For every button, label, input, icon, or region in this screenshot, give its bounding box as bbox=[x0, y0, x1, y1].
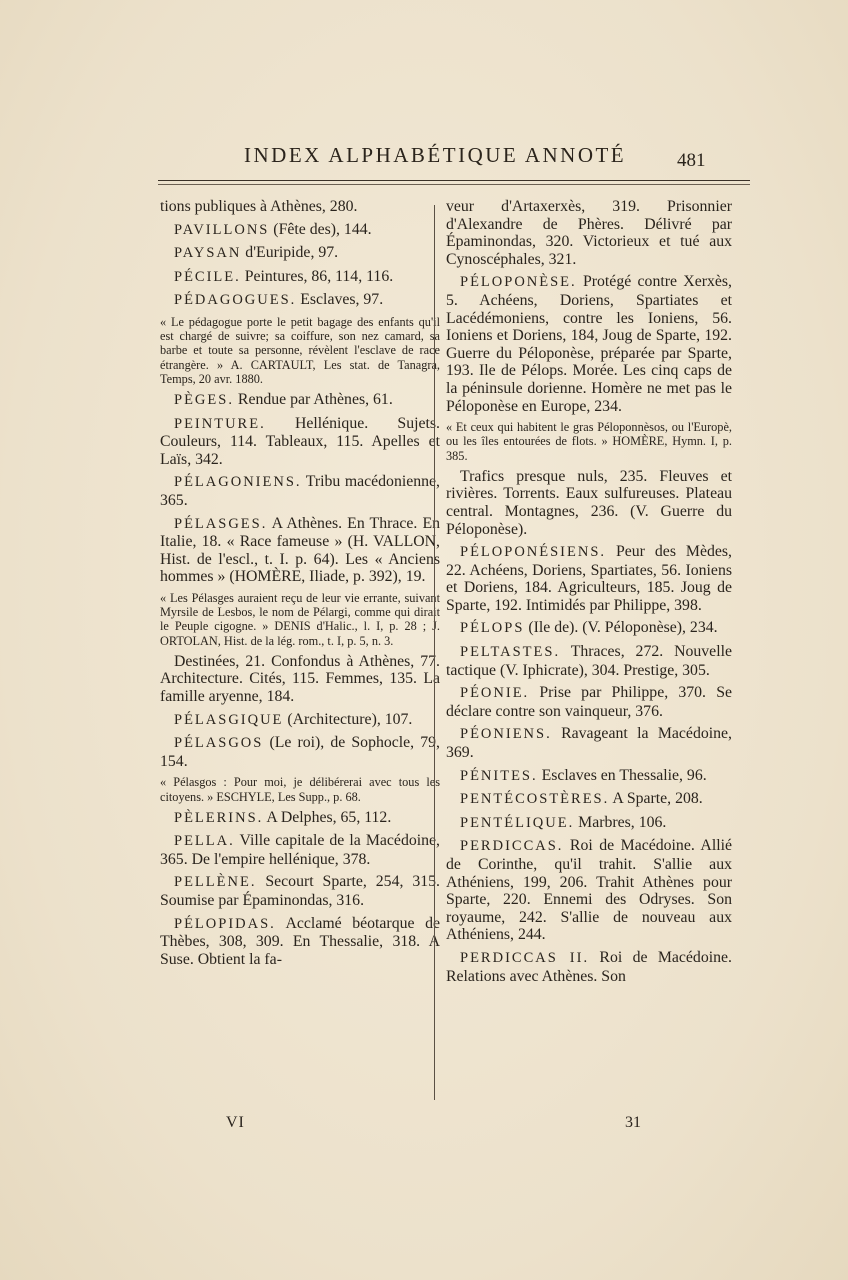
index-quotation bbox=[446, 420, 732, 463]
entry-headword: PÉLAGONIENS. bbox=[174, 474, 302, 491]
entry-headword: PELTASTES. bbox=[460, 644, 561, 661]
right-column bbox=[446, 198, 732, 990]
entry-text: Peintures, 86, 114, 116. bbox=[240, 267, 394, 285]
entry-text: Ravageant la Macédoine, 369. bbox=[446, 725, 732, 762]
page-number: 481 bbox=[677, 150, 706, 171]
index-entry bbox=[446, 790, 732, 809]
index-entry bbox=[160, 291, 440, 310]
entry-headword: PÉONIENS. bbox=[460, 726, 552, 743]
entry-text: Esclaves en Thessalie, 96. bbox=[537, 766, 707, 784]
left-column bbox=[160, 198, 440, 973]
entry-headword: PÉCILE. bbox=[174, 268, 241, 285]
index-entry bbox=[446, 273, 732, 415]
entry-text: Peur des Mèdes, 22. Achéens, Doriens, Spartiates, 56. Ioniens et Doriens, 184. Agriculteurs, 185. Joug de Sparte, 192. Intimidés par Philippe, 398. bbox=[446, 543, 732, 614]
entry-text: Hellénique. Sujets. Couleurs, 114. Tableaux, 115. Apelles et Laïs, 342. bbox=[160, 414, 440, 468]
entry-text: Acclamé béotarque de Thèbes, 308, 309. En Thessalie, 318. A Suse. Obtient la fa- bbox=[160, 914, 440, 968]
entry-headword: PELLA. bbox=[174, 833, 235, 850]
entry-text: A Delphes, 65, 112. bbox=[263, 808, 392, 826]
index-entry-continuation bbox=[160, 198, 440, 216]
entry-headword: PAVILLONS bbox=[174, 221, 270, 238]
header-rule bbox=[158, 180, 750, 181]
index-entry bbox=[160, 832, 440, 868]
quotation-text: « Les Pélasges auraient reçu de leur vie errante, suivant Myrsile de Lesbos, le nom de Pélargi, comme qui dirait le Peuple cigogne. » DENIS d'Halic., l. I, p. 28 ; J. ORTOLAN, Hist. de la lég. rom., t. I, p. 5, n. 3. bbox=[160, 590, 440, 648]
index-entry bbox=[446, 725, 732, 761]
entry-text: Esclaves, 97. bbox=[296, 291, 384, 309]
entry-headword: PÉLOPIDAS. bbox=[174, 915, 276, 932]
index-entry-continuation bbox=[446, 468, 732, 538]
entry-text: Roi de Macédoine. Relations avec Athènes. Son bbox=[446, 948, 732, 985]
entry-headword: PÉLOPONÈSE. bbox=[460, 274, 577, 291]
index-entry bbox=[446, 543, 732, 614]
entry-text: (Architecture), 107. bbox=[283, 710, 413, 728]
quotation-text: « Pélasgos : Pour moi, je délibérerai avec tous les citoyens. » ESCHYLE, Les Supp., p. 68. bbox=[160, 775, 440, 804]
entry-headword: PAYSAN bbox=[174, 245, 242, 262]
entry-text: Prise par Philippe, 370. Se déclare contre son vainqueur, 376. bbox=[446, 684, 732, 720]
entry-text: veur d'Artaxerxès, 319. Prisonnier d'Alexandre de Phères. Délivré par Épaminondas, 320. Victorieux et tué aux Cynoscéphales, 321. bbox=[446, 198, 732, 268]
entry-text: Roi de Macédoine. Allié de Corinthe, qu'il trahit. S'allie aux Athéniens, 199, 206. Trahit Athènes pour Sparte, 220. Ennemi des Odryses. Son royaume, 242. S'allie de nouveau aux Athéniens, 244. bbox=[446, 837, 732, 944]
index-entry bbox=[160, 244, 440, 263]
entry-text: (Ile de). (V. Péloponèse), 234. bbox=[524, 619, 718, 637]
entry-headword: PENTÉLIQUE. bbox=[460, 814, 575, 831]
index-entry bbox=[446, 643, 732, 679]
entry-headword: PÉLOPONÉSIENS. bbox=[460, 544, 607, 561]
index-entry bbox=[160, 915, 440, 969]
entry-text: Ville capitale de la Macédoine, 365. De l'empire hellénique, 378. bbox=[160, 832, 440, 868]
index-quotation bbox=[160, 775, 440, 803]
index-entry bbox=[160, 734, 440, 770]
index-quotation bbox=[160, 591, 440, 648]
entry-headword: PÉDAGOGUES. bbox=[174, 292, 297, 309]
index-entry bbox=[160, 415, 440, 469]
index-entry bbox=[160, 221, 440, 240]
entry-headword: PÈGES. bbox=[174, 391, 234, 408]
entry-headword: PENTÉCOSTÈRES. bbox=[460, 791, 610, 808]
entry-text: Marbres, 106. bbox=[574, 813, 667, 831]
index-entry-continuation bbox=[446, 198, 732, 268]
entry-text: Tribu macédonienne, 365. bbox=[160, 473, 440, 509]
index-entry-continuation bbox=[160, 653, 440, 706]
entry-headword: PERDICCAS II. bbox=[460, 949, 590, 966]
quotation-text: « Le pédagogue porte le petit bagage des enfants qu'il est chargé de suivre; sa coiffure, son nez camard, sa barbe et toute sa personne, révèlent l'esclave de race étrangère. » A. CARTAULT, Les stat. de Tanagra, Temps, 20 avr. 1880. bbox=[160, 314, 440, 386]
entry-headword: PÉNITES. bbox=[460, 767, 538, 784]
index-entry bbox=[446, 814, 732, 833]
entry-text: tions publiques à Athènes, 280. bbox=[160, 198, 358, 215]
signature-mark-left: VI bbox=[226, 1114, 245, 1131]
entry-text: Rendue par Athènes, 61. bbox=[233, 390, 393, 408]
index-entry bbox=[446, 949, 732, 985]
entry-headword: PÉLOPS bbox=[460, 620, 525, 637]
column-divider bbox=[434, 205, 435, 1100]
entry-text: A Sparte, 208. bbox=[609, 790, 703, 808]
index-entry bbox=[160, 515, 440, 586]
index-entry bbox=[160, 473, 440, 509]
entry-headword: PÉLASGIQUE bbox=[174, 711, 284, 728]
running-head: INDEX ALPHABÉTIQUE ANNOTÉ bbox=[244, 143, 627, 167]
index-entry bbox=[446, 767, 732, 786]
entry-text: Trafics presque nuls, 235. Fleuves et rivières. Torrents. Eaux sulfureuses. Plateau central. Montagnes, 236. (V. Guerre du Péloponèse). bbox=[446, 467, 732, 538]
entry-text: Secourt Sparte, 254, 315. Soumise par Épaminondas, 316. bbox=[160, 873, 440, 910]
index-entry bbox=[160, 809, 440, 828]
signature-mark-right: 31 bbox=[625, 1114, 641, 1131]
entry-text: d'Euripide, 97. bbox=[241, 244, 339, 262]
quotation-text: « Et ceux qui habitent le gras Péloponnèsos, ou l'Europè, ou les îles entourées de flots. » HOMÈRE, Hymn. I, p. 385. bbox=[446, 420, 732, 463]
index-entry bbox=[160, 873, 440, 909]
entry-headword: PELLÈNE. bbox=[174, 874, 257, 891]
entry-text: Protégé contre Xerxès, 5. Achéens, Doriens, Spartiates et Lacédémoniens, contre les Ioniens, 56. Ioniens et Doriens, 184, Joug de Sparte, 192. Guerre du Péloponèse, préparée par Sparte, 193. Ile de Pélops. Morée. Les cinq caps de la péninsule dorienne. Homère ne met pas le Péloponèse en Europe, 234. bbox=[446, 273, 732, 415]
entry-text: Thraces, 272. Nouvelle tactique (V. Iphicrate), 304. Prestige, 305. bbox=[446, 643, 732, 679]
entry-headword: PÉONIE. bbox=[460, 685, 530, 702]
entry-headword: PÉLASGOS bbox=[174, 735, 264, 752]
entry-text: (Fête des), 144. bbox=[269, 220, 372, 238]
index-entry bbox=[446, 684, 732, 720]
index-entry bbox=[160, 268, 440, 287]
index-entry bbox=[446, 619, 732, 638]
index-entry bbox=[160, 391, 440, 410]
header-rule-thin bbox=[158, 184, 750, 185]
index-quotation bbox=[160, 315, 440, 386]
entry-text: A Athènes. En Thrace. En Italie, 18. « Race fameuse » (H. VALLON, Hist. de l'escl., t. I. p. 64). Les « Anciens hommes » (HOMÈRE, Iliade, p. 392), 19. bbox=[160, 514, 440, 586]
entry-text: (Le roi), de Sophocle, 79, 154. bbox=[160, 734, 440, 770]
entry-headword: PÉLASGES. bbox=[174, 515, 268, 532]
entry-headword: PEINTURE. bbox=[174, 415, 266, 432]
entry-text: Destinées, 21. Confondus à Athènes, 77. Architecture. Cités, 115. Femmes, 135. La famille aryenne, 184. bbox=[160, 652, 440, 705]
index-entry bbox=[160, 711, 440, 730]
entry-headword: PÈLERINS. bbox=[174, 809, 264, 826]
index-entry bbox=[446, 837, 732, 944]
entry-headword: PERDICCAS. bbox=[460, 838, 564, 855]
